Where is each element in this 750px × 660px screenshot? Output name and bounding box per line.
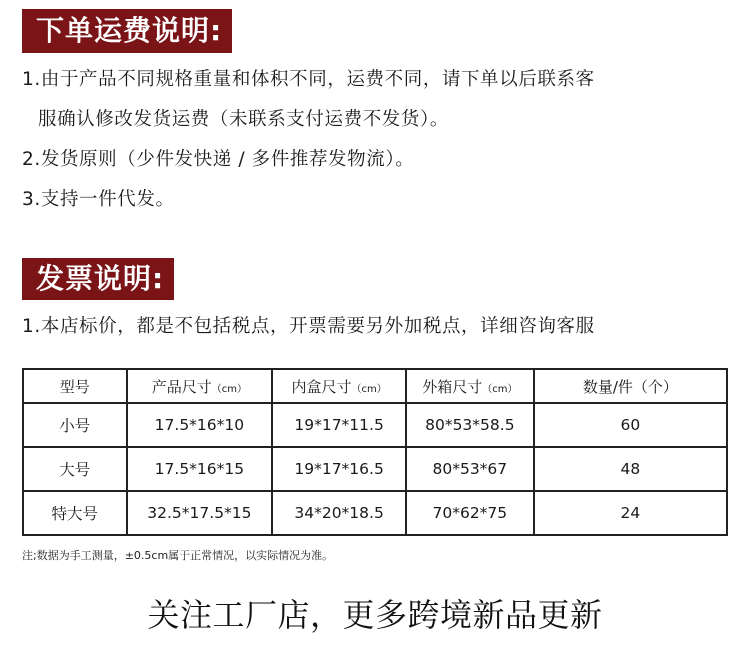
follow-store-slogan: 关注工厂店，更多跨境新品更新	[147, 596, 603, 634]
cell-quantity: 24	[534, 491, 727, 535]
cell-inner-box-size: 34*20*18.5	[272, 491, 406, 535]
shipping-rule-2: 2.发货原则（少件发快递 / 多件推荐发物流）。	[22, 149, 415, 170]
header-inner-box-size: 内盒尺寸（cm）	[272, 369, 406, 403]
cell-model: 小号	[23, 403, 127, 447]
unit-label: （cm）	[482, 383, 518, 395]
header-quantity: 数量/件（个）	[534, 369, 727, 403]
invoice-section-title: 发票说明:	[22, 258, 174, 300]
cell-quantity: 48	[534, 447, 727, 491]
header-model: 型号	[23, 369, 127, 403]
cell-product-size: 17.5*16*10	[127, 403, 273, 447]
cell-outer-carton-size: 80*53*67	[406, 447, 534, 491]
shipping-section-title: 下单运费说明:	[22, 9, 232, 53]
unit-label: （cm）	[211, 383, 248, 395]
shipping-rule-1: 1.由于产品不同规格重量和体积不同，运费不同，请下单以后联系客	[22, 69, 595, 90]
cell-model: 特大号	[23, 491, 127, 535]
table-row	[23, 491, 727, 535]
unit-label: （cm）	[351, 383, 387, 395]
cell-product-size: 17.5*16*15	[127, 447, 273, 491]
cell-inner-box-size: 19*17*16.5	[272, 447, 406, 491]
size-spec-table	[22, 368, 728, 536]
header-product-size: 产品尺寸（cm）	[127, 369, 273, 403]
cell-outer-carton-size: 80*53*58.5	[406, 403, 534, 447]
table-row	[23, 447, 727, 491]
header-outer-carton-size: 外箱尺寸（cm）	[406, 369, 534, 403]
cell-inner-box-size: 19*17*11.5	[272, 403, 406, 447]
cell-model: 大号	[23, 447, 127, 491]
shipping-rule-1-continued: 服确认修改发货运费（未联系支付运费不发货）。	[38, 109, 449, 130]
cell-outer-carton-size: 70*62*75	[406, 491, 534, 535]
table-header-row	[23, 369, 727, 403]
table-row	[23, 403, 727, 447]
invoice-rule-1: 1.本店标价，都是不包括税点，开票需要另外加税点，详细咨询客服	[22, 316, 595, 337]
shipping-rule-3: 3.支持一件代发。	[22, 189, 175, 210]
measurement-note: 注;数据为手工测量，±0.5cm属于正常情况，以实际情况为准。	[22, 549, 334, 562]
cell-quantity: 60	[534, 403, 727, 447]
cell-product-size: 32.5*17.5*15	[127, 491, 273, 535]
